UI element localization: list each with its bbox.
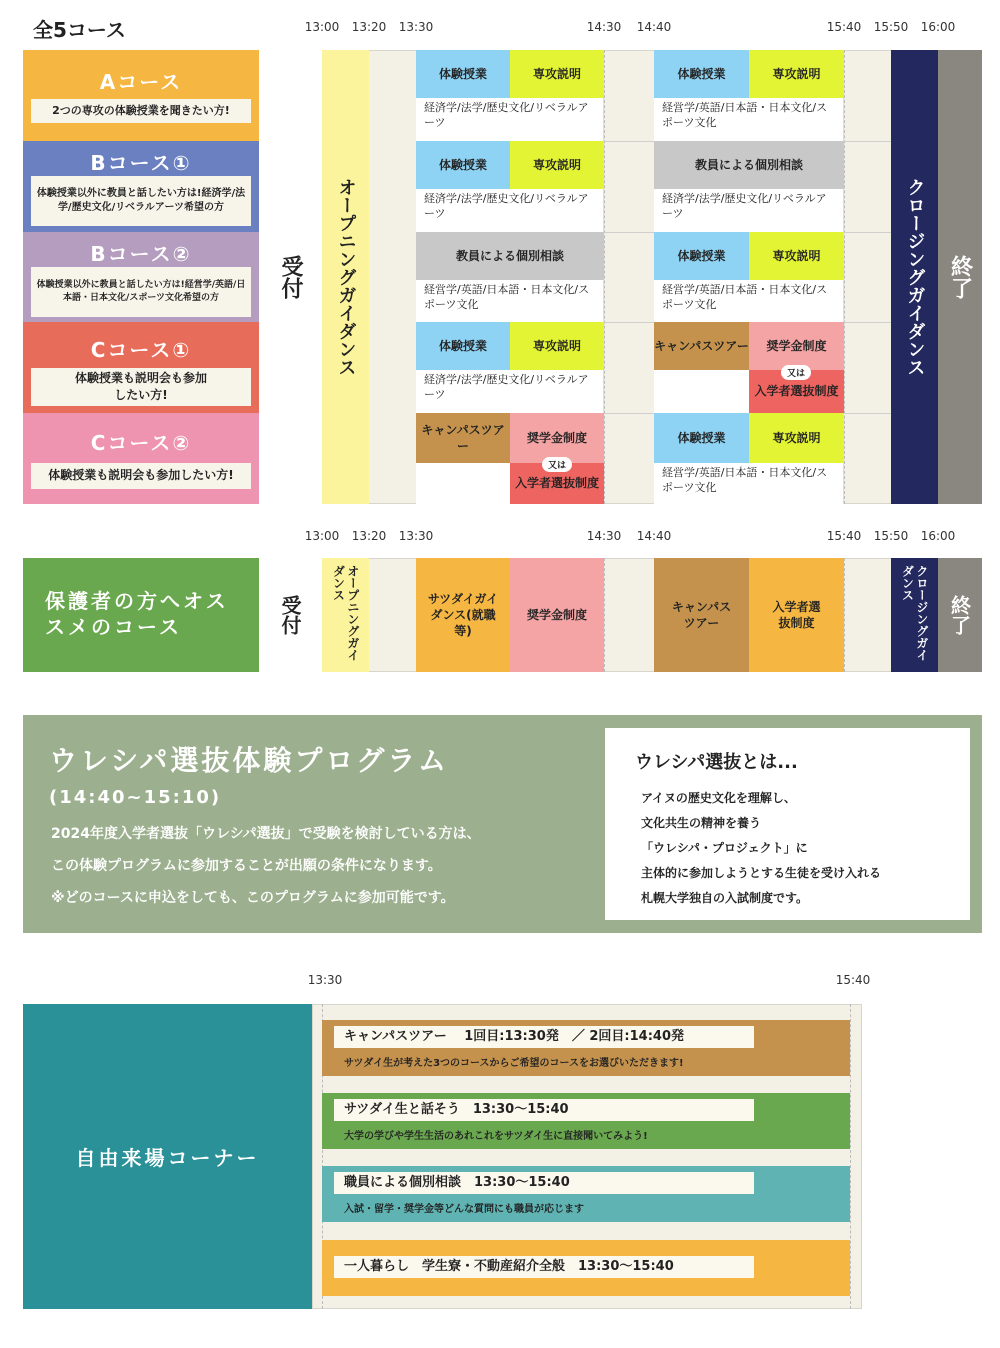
end-column	[938, 50, 982, 504]
time-1300: 13:00	[304, 20, 340, 34]
free-item-living	[322, 1240, 850, 1296]
page-title: 全5コース	[33, 18, 126, 42]
subjects-text: 経営学/英語/日本語・日本文化/スポーツ文化	[654, 280, 844, 322]
closing-guidance-column	[891, 50, 938, 504]
scholarship-block: 奨学金制度	[749, 322, 844, 370]
time-1300: 13:00	[304, 529, 340, 543]
major-explanation-block: 専攻説明	[749, 413, 844, 463]
time-1330: 13:30	[398, 20, 434, 34]
admission-block: 入学者選抜制度	[749, 558, 844, 672]
free-item-note: 入試・留学・奨学金等どんな質問にも職員が応じます	[344, 1204, 584, 1215]
campus-tour-block: キャンパスツアー	[416, 413, 510, 463]
urespa-box-text	[641, 786, 881, 911]
major-explanation-block: 専攻説明	[749, 50, 844, 98]
campus-tour-block: キャンパスツアー	[654, 558, 749, 672]
urespa-title: ウレシパ選抜体験プログラム	[49, 744, 450, 777]
time-1430: 14:30	[586, 529, 622, 543]
urespa-info-box	[605, 728, 970, 920]
parents-opening	[322, 558, 369, 672]
urespa-time: (14:40~15:10)	[49, 787, 222, 808]
admission-block: 入学者選抜制度	[749, 370, 844, 413]
course-name: Cコース②	[90, 431, 192, 455]
urespa-box-line: 札幌大学独自の入試制度です。	[641, 891, 809, 905]
subjects-text: 経営学/英語/日本語・日本文化/スポーツ文化	[654, 463, 844, 504]
end-label: 終了	[947, 255, 973, 299]
reception-label: 受付	[278, 255, 303, 299]
subjects-text: 経済学/法学/歴史文化/リベラルアーツ	[416, 370, 604, 413]
free-item-label: キャンパスツアー 1回目:13:30発 ／ 2回目:14:40発	[334, 1026, 754, 1048]
major-explanation-block: 専攻説明	[749, 232, 844, 280]
major-explanation-block: 専攻説明	[510, 322, 604, 370]
trial-class-block: 体験授業	[654, 50, 749, 98]
trial-class-block: 体験授業	[416, 322, 510, 370]
course-name: Bコース①	[90, 151, 192, 175]
free-corner-title: 自由来場コーナー	[75, 1146, 260, 1170]
course-desc: 体験授業以外に教員と話したい方は!経営学/英語/日本語・日本文化/スポーツ文化希望の方	[31, 267, 251, 317]
parents-closing	[891, 558, 938, 672]
parents-course-label	[23, 558, 259, 672]
major-explanation-block: 専攻説明	[510, 50, 604, 98]
or-badge: 又は	[542, 457, 572, 472]
closing-guidance-label: クロージングガイダンス	[900, 565, 929, 661]
subjects-text: 経済学/法学/歴史文化/リベラルアーツ	[654, 189, 844, 232]
time-1540: 15:40	[826, 20, 862, 34]
course-a	[23, 50, 259, 141]
course-c1	[23, 322, 259, 413]
closing-guidance-label: クロージングガイダンス	[904, 178, 926, 376]
urespa-box-line: アイヌの歴史文化を理解し、	[641, 791, 796, 805]
time-1320: 13:20	[351, 529, 387, 543]
reception-column	[259, 50, 322, 504]
time-1550: 15:50	[873, 529, 909, 543]
course-b1	[23, 141, 259, 232]
time-1430: 14:30	[586, 20, 622, 34]
or-badge: 又は	[781, 365, 811, 380]
course-desc: 体験授業も説明会も参加したい方!	[31, 463, 251, 489]
free-time-end: 15:40	[835, 973, 871, 987]
trial-class-block: 体験授業	[416, 50, 510, 98]
scholarship-block: 奨学金制度	[510, 558, 604, 672]
urespa-panel	[23, 715, 982, 933]
reception-label: 受付	[278, 595, 302, 635]
course-c2	[23, 413, 259, 504]
free-item-campus-tour	[322, 1020, 850, 1076]
time-1550: 15:50	[873, 20, 909, 34]
time-1600: 16:00	[920, 20, 956, 34]
parents-end	[938, 558, 982, 672]
time-1320: 13:20	[351, 20, 387, 34]
opening-guidance-label: オープニングガイダンス	[335, 178, 357, 376]
free-item-note: 大学の学びや学生生活のあれこれをサツダイ生に直接聞いてみよう!	[344, 1131, 648, 1142]
urespa-desc-2: この体験プログラムに参加することが出願の条件になります。	[51, 858, 442, 874]
time-1440: 14:40	[636, 20, 672, 34]
subjects-text: 経済学/法学/歴史文化/リベラルアーツ	[416, 189, 604, 232]
satsudai-guidance-block: サツダイガイダンス(就職等)	[416, 558, 510, 672]
end-label: 終了	[947, 595, 972, 635]
course-desc: 体験授業以外に教員と話したい方は!経済学/法学/歴史文化/リベラルアーツ希望の方	[31, 176, 251, 226]
empty-block	[416, 463, 510, 504]
free-corner-label	[23, 1004, 312, 1309]
trial-class-block: 体験授業	[654, 232, 749, 280]
admission-block: 入学者選抜制度	[510, 463, 604, 504]
scholarship-or-admission-block	[749, 322, 844, 413]
subjects-text: 経済学/法学/歴史文化/リベラルアーツ	[416, 98, 604, 141]
course-desc: 体験授業も説明会も参加したい方!	[31, 368, 251, 406]
subjects-text: 経営学/英語/日本語・日本文化/スポーツ文化	[654, 98, 844, 141]
empty-block	[654, 370, 749, 413]
course-b2	[23, 232, 259, 322]
time-1440: 14:40	[636, 529, 672, 543]
time-1600: 16:00	[920, 529, 956, 543]
urespa-desc-3: ※どのコースに申込をしても、このプログラムに参加可能です。	[51, 890, 455, 906]
urespa-box-line: 主体的に参加しようとする生徒を受け入れる	[641, 866, 882, 880]
campus-tour-block: キャンパスツアー	[654, 322, 749, 370]
subjects-text: 経営学/英語/日本語・日本文化/スポーツ文化	[416, 280, 604, 322]
faculty-consultation-block: 教員による個別相談	[416, 232, 604, 280]
course-name: Aコース	[99, 70, 183, 94]
opening-guidance-column	[322, 50, 369, 504]
trial-class-block: 体験授業	[416, 141, 510, 189]
course-name: Bコース②	[90, 242, 192, 266]
time-1330: 13:30	[398, 529, 434, 543]
time-1540: 15:40	[826, 529, 862, 543]
course-desc: 2つの専攻の体験授業を聞きたい方!	[31, 99, 251, 123]
urespa-box-title: ウレシパ選抜とは...	[635, 752, 798, 773]
opening-guidance-label: オープニングガイダンス	[331, 565, 360, 661]
urespa-box-line: 「ウレシパ・プロジェクト」に	[641, 841, 808, 855]
free-item-talk	[322, 1093, 850, 1149]
free-item-label: 職員による個別相談 13:30〜15:40	[334, 1172, 754, 1194]
scholarship-or-admission-block	[510, 413, 604, 504]
urespa-box-line: 文化共生の精神を養う	[641, 816, 762, 830]
urespa-desc-1: 2024年度入学者選抜「ウレシパ選抜」で受験を検討している方は、	[51, 826, 481, 842]
scholarship-block: 奨学金制度	[510, 413, 604, 463]
trial-class-block: 体験授業	[654, 413, 749, 463]
major-explanation-block: 専攻説明	[510, 141, 604, 189]
free-item-staff-consult	[322, 1166, 850, 1222]
free-item-label: サツダイ生と話そう 13:30〜15:40	[334, 1099, 754, 1121]
free-item-note: サツダイ生が考えた3つのコースからご希望のコースをお選びいただきます!	[344, 1058, 684, 1069]
free-time-start: 13:30	[307, 973, 343, 987]
free-item-label: 一人暮らし 学生寮・不動産紹介全般 13:30〜15:40	[334, 1256, 754, 1278]
parents-course-name: 保護者の方へオススメのコース	[45, 589, 229, 639]
parents-reception	[259, 558, 322, 672]
faculty-consultation-block: 教員による個別相談	[654, 141, 844, 189]
course-name: Cコース①	[90, 338, 192, 362]
